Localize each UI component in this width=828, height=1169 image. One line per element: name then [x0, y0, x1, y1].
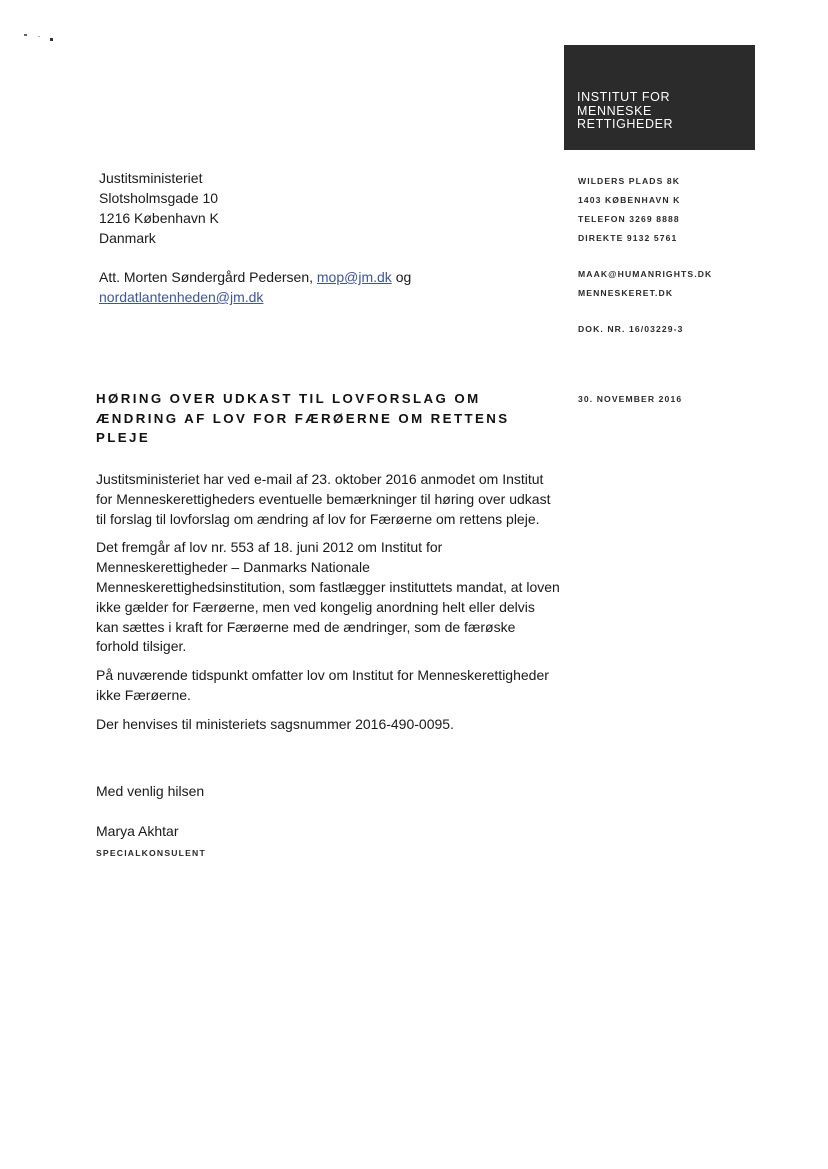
body-paragraph: På nuværende tidspunkt omfatter lov om Institut for Menneskerettigheder ikke Færøerne. — [96, 667, 549, 703]
body-paragraph: Justitsministeriet har ved e-mail af 23. oktober 2016 anmodet om Institut for Menneskerettigheders eventuelle bemærkninger til høring over udkast til forslag til lovforslag om ændring af lov for Færøerne om rettens pleje. — [96, 471, 551, 527]
email-link-mop[interactable]: mop@jm.dk — [316, 269, 392, 285]
institute-logo — [564, 45, 755, 150]
sender-address-line: WILDERS PLADS 8K — [578, 176, 681, 186]
letter-heading: HØRING OVER UDKAST TIL LOVFORSLAG OM ÆNDRING AF LOV FOR FÆRØERNE OM RETTENS PLEJE — [96, 391, 510, 445]
sender-address — [578, 172, 680, 248]
sender-address-line: DIREKTE 9132 5761 — [578, 233, 678, 243]
recipient-line: Danmark — [99, 230, 156, 246]
signer-title: SPECIALKONSULENT — [96, 848, 206, 858]
sender-email: MAAK@HUMANRIGHTS.DK — [578, 269, 713, 279]
closing-greeting: Med venlig hilsen — [96, 783, 205, 799]
recipient-address — [99, 168, 219, 248]
scan-specks — [24, 30, 64, 44]
doc-number — [578, 320, 683, 339]
doc-number-text: DOK. NR. 16/03229-3 — [578, 324, 684, 334]
letter-date-text: 30. NOVEMBER 2016 — [578, 394, 683, 404]
body-paragraph: Det fremgår af lov nr. 553 af 18. juni 2012 om Institut for Menneskerettigheder – Danmarks Nationale Menneskerettighedsinstitution, som fastlægger instituttets mandat, at loven ikke gælder for Færøerne, men ved kongelig anordning helt eller delvis kan sættes i kraft for Færøerne med de ændringer, som de færøske forhold tilsiger. — [96, 539, 560, 655]
recipient-line: Justitsministeriet — [99, 170, 203, 186]
logo-line-1: INSTITUT FOR — [577, 90, 671, 104]
body-paragraph: Der henvises til ministeriets sagsnummer 2016-490-0095. — [96, 715, 454, 732]
letter-date — [578, 390, 682, 409]
attention-line — [99, 267, 459, 307]
signer-name: Marya Akhtar — [96, 823, 179, 839]
sender-contact — [578, 265, 712, 303]
sender-address-line: TELEFON 3269 8888 — [578, 214, 680, 224]
attention-prefix: Att. Morten Søndergård Pedersen, — [99, 269, 313, 285]
email-link-nordatlantenheden[interactable]: nordatlantenheden@jm.dk — [99, 289, 264, 305]
letter-body — [96, 470, 561, 744]
sender-address-line: 1403 KØBENHAVN K — [578, 195, 681, 205]
recipient-line: 1216 København K — [99, 210, 219, 226]
logo-line-2: MENNESKE — [577, 103, 652, 118]
sender-website: MENNESKERET.DK — [578, 288, 674, 298]
attention-connector: og — [395, 269, 412, 285]
logo-line-3: RETTIGHEDER — [577, 117, 674, 131]
recipient-line: Slotsholmsgade 10 — [99, 190, 219, 206]
